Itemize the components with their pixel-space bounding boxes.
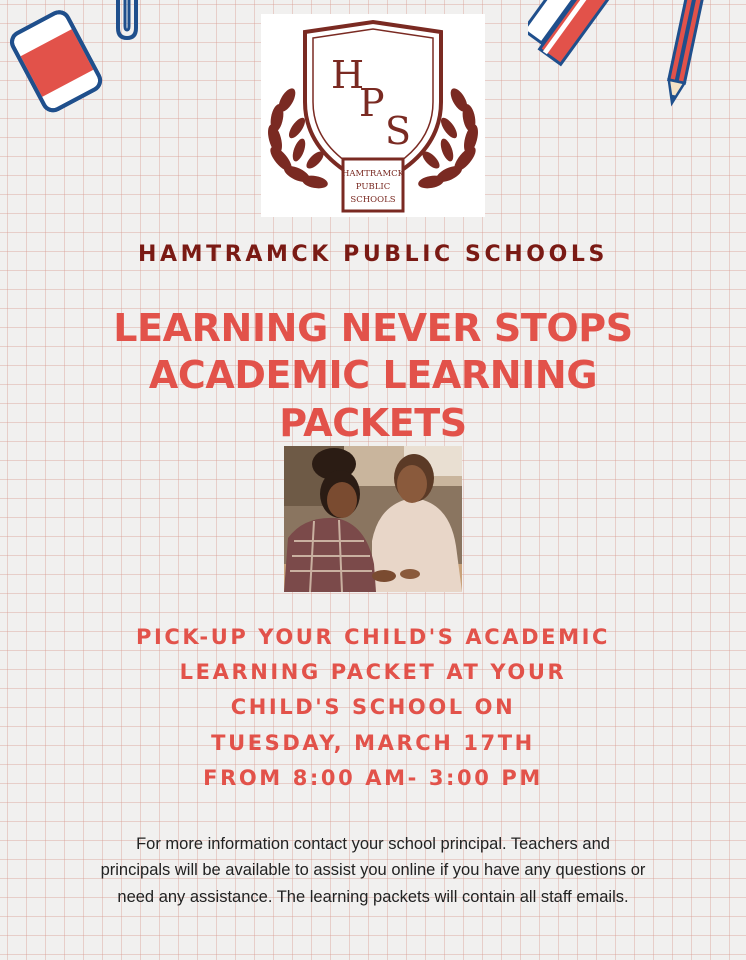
logo-banner-line1: HAMTRAMCK [341,169,405,179]
pickup-line-2: LEARNING PACKET AT YOUR [179,660,567,684]
logo-banner-line3: SCHOOLS [350,195,396,205]
pickup-line-1: PICK-UP YOUR CHILD'S ACADEMIC [135,625,611,649]
organization-name: HAMTRAMCK PUBLIC SCHOOLS [138,242,608,267]
pencil-icon [654,0,710,112]
logo-letter-s: S [385,109,412,153]
info-line-2: principals will be available to assist you online if you have any questions or [100,861,646,879]
headline-line-3: PACKETS [279,401,467,445]
headline-line-1: LEARNING NEVER STOPS [113,306,633,350]
headline-line-2: ACADEMIC LEARNING [148,353,598,397]
student-photo [284,446,462,592]
info-line-1: For more information contact your school principal. Teachers and [136,835,610,853]
logo-letter-p: P [359,81,385,125]
pickup-line-3: CHILD'S SCHOOL ON [230,695,516,719]
school-crest [261,14,485,217]
eraser-icon [0,0,120,120]
books-icon [528,0,638,70]
paper-clip-icon [104,0,154,44]
pickup-date: TUESDAY, MARCH 17TH [211,731,535,755]
school-logo [261,14,485,217]
logo-banner-line2: PUBLIC [355,182,391,192]
logo-letter-h: H [331,53,365,97]
pickup-time: FROM 8:00 AM- 3:00 PM [203,766,543,790]
info-line-3: need any assistance. The learning packets will contain all staff emails. [117,888,629,906]
